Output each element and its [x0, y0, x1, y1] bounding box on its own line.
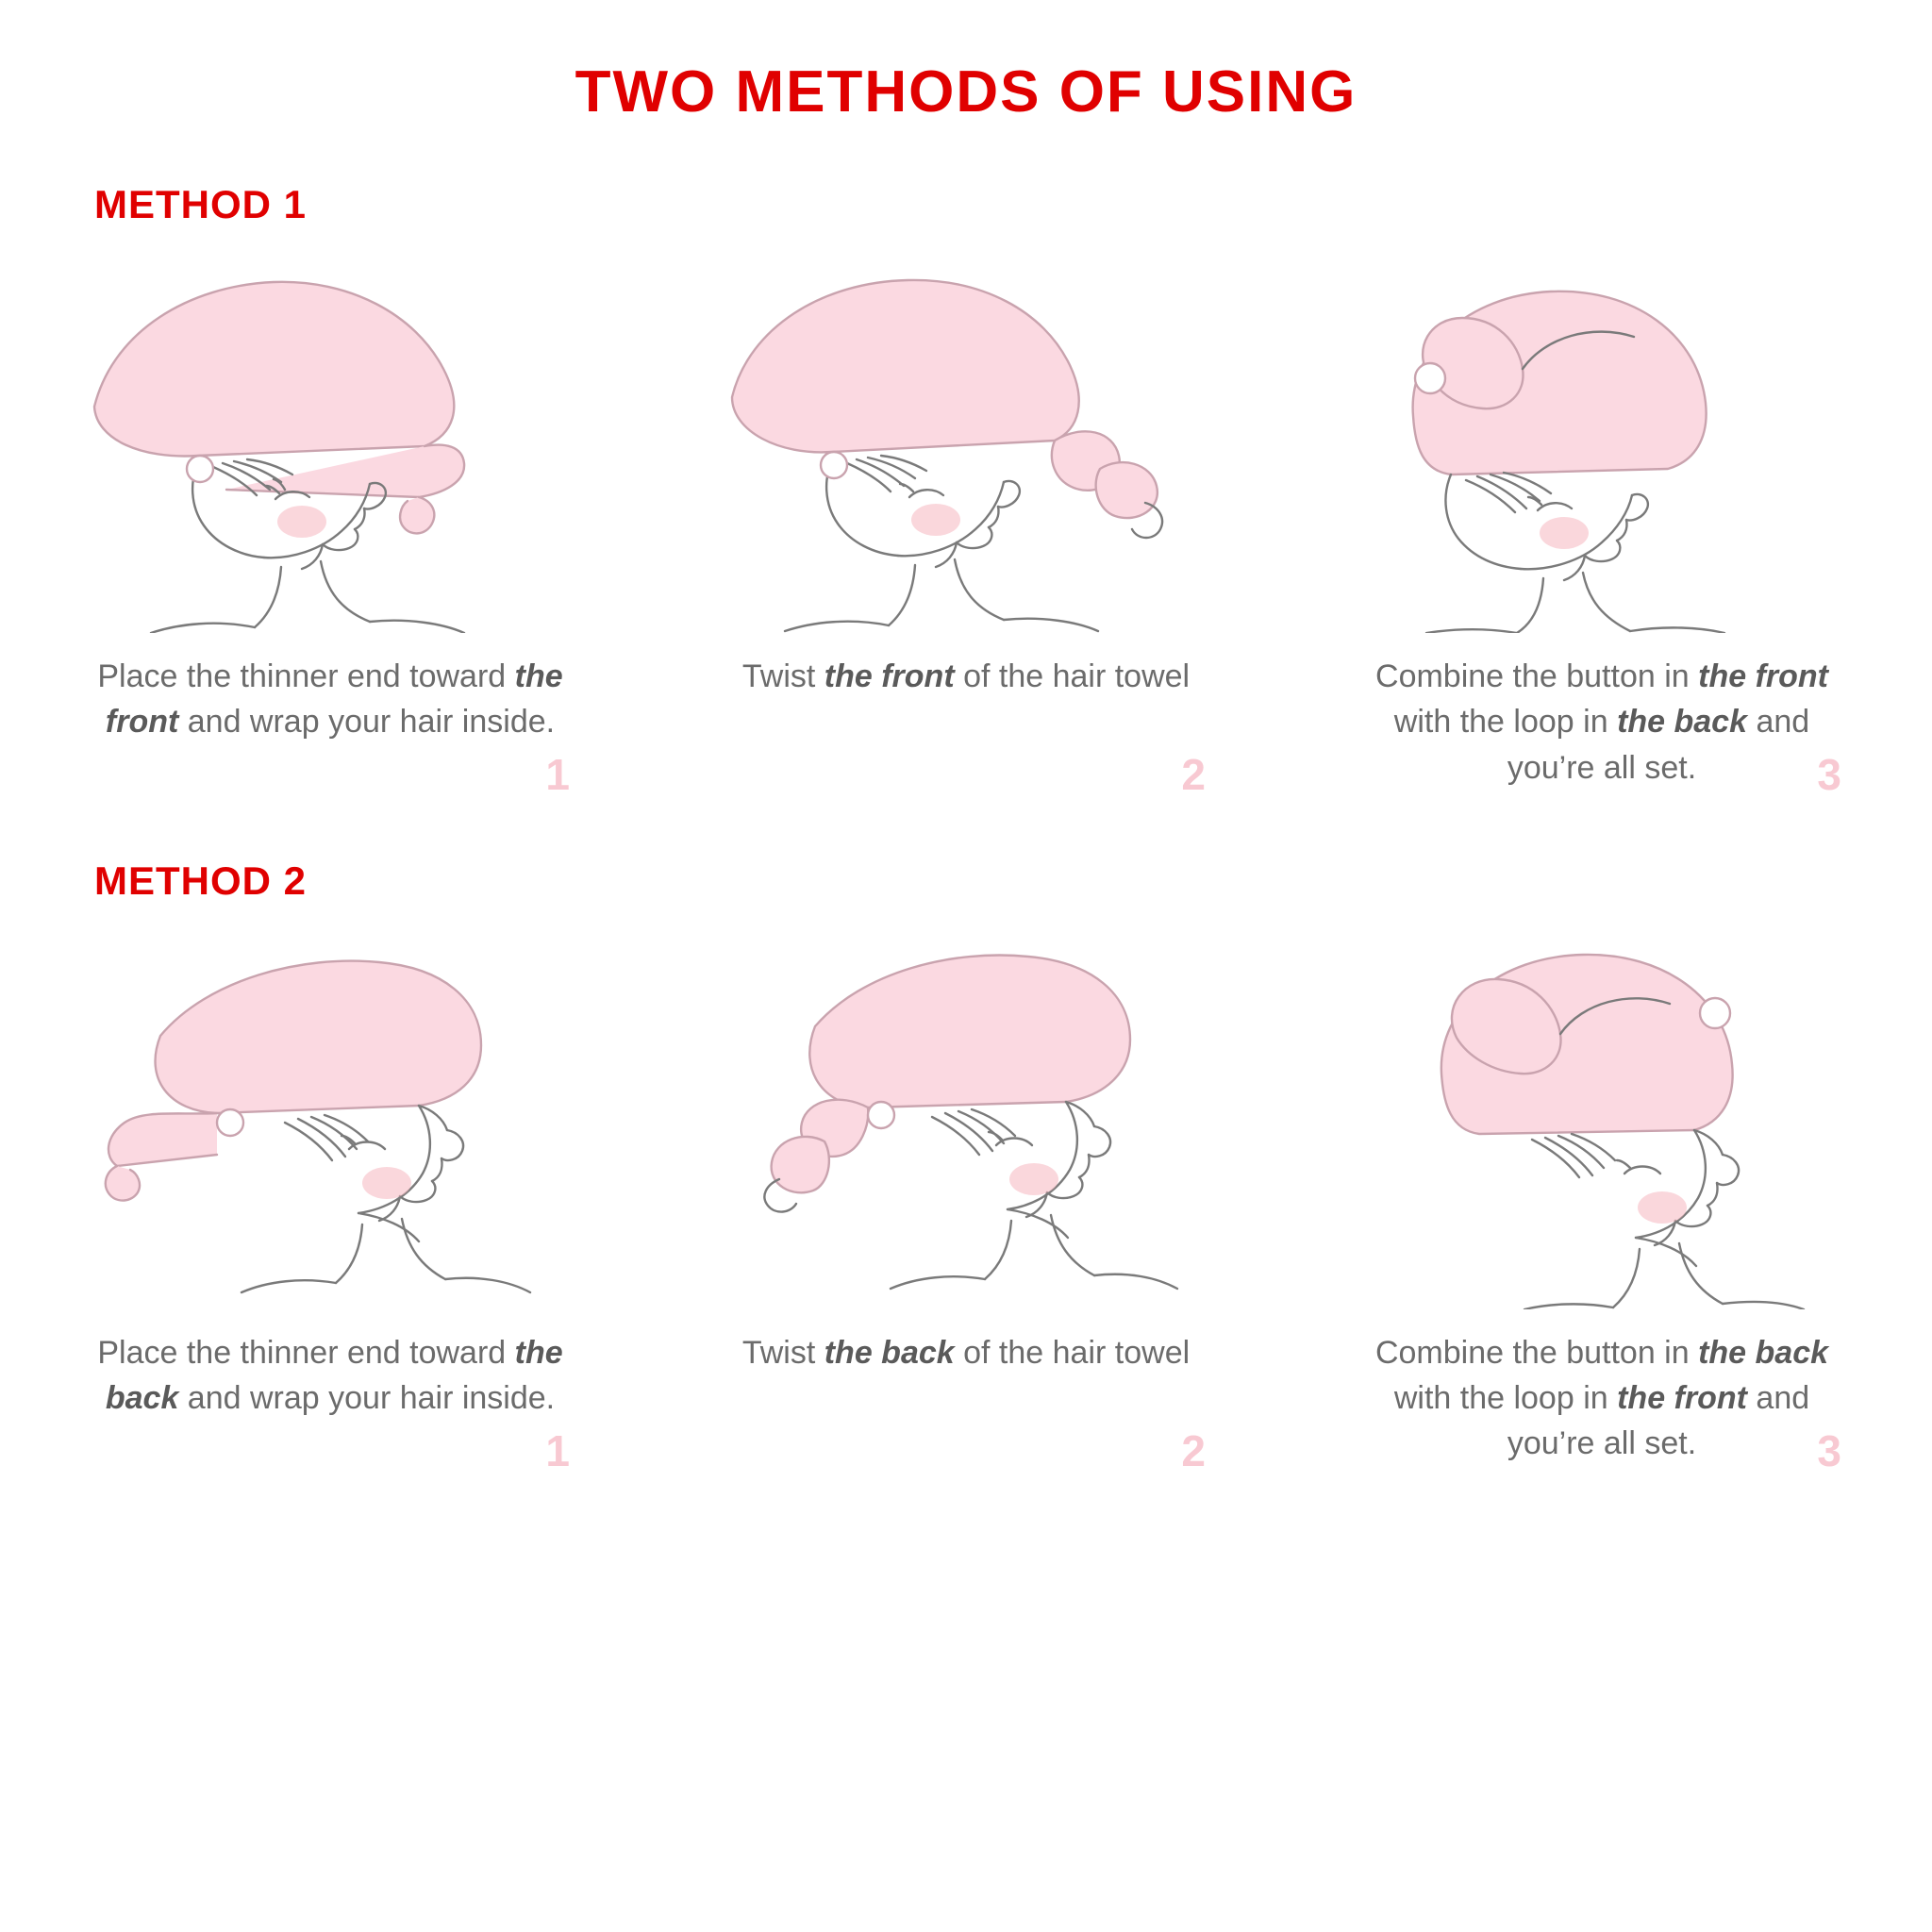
- illustration-head-towel-draped-front: [38, 237, 623, 633]
- step-card: [1309, 913, 1894, 1475]
- step-number: 3: [1817, 1425, 1841, 1475]
- step-number: 2: [1181, 1425, 1206, 1475]
- step-caption: Place the thinner end toward the front and wrap your hair inside.: [97, 658, 563, 741]
- illustration-head-towel-fastened-front: [1309, 237, 1894, 633]
- method-2-steps: [0, 913, 1932, 1475]
- method-1-label: METHOD 1: [94, 182, 308, 226]
- step-caption: Twist the front of the hair towel: [741, 658, 1191, 694]
- step-card: [674, 913, 1258, 1475]
- method-2-label: METHOD 2: [94, 858, 308, 903]
- illustration-head-towel-twisted-front: [674, 237, 1258, 633]
- method-1-steps: [0, 237, 1932, 799]
- step-card: [38, 237, 623, 799]
- step-number: 3: [1817, 749, 1841, 799]
- step-caption: Combine the button in the back with the loop in the front and you’re all set.: [1374, 1334, 1829, 1462]
- page-title: TWO METHODS OF USING: [575, 59, 1357, 125]
- step-number: 2: [1181, 749, 1206, 799]
- step-card: [674, 237, 1258, 799]
- step-card: [38, 913, 623, 1475]
- illustration-head-towel-draped-back: [38, 913, 623, 1309]
- method-block-2: [0, 858, 1932, 1475]
- step-number: 1: [545, 749, 570, 799]
- step-card: [1309, 237, 1894, 799]
- step-caption: Twist the back of the hair towel: [741, 1334, 1191, 1371]
- illustration-head-towel-fastened-back: [1309, 913, 1894, 1309]
- step-number: 1: [545, 1425, 570, 1475]
- step-caption: Place the thinner end toward the back and wrap your hair inside.: [97, 1334, 563, 1417]
- method-block-1: [0, 182, 1932, 799]
- illustration-head-towel-twisted-back: [674, 913, 1258, 1309]
- step-caption: Combine the button in the front with the loop in the back and you’re all set.: [1375, 658, 1828, 786]
